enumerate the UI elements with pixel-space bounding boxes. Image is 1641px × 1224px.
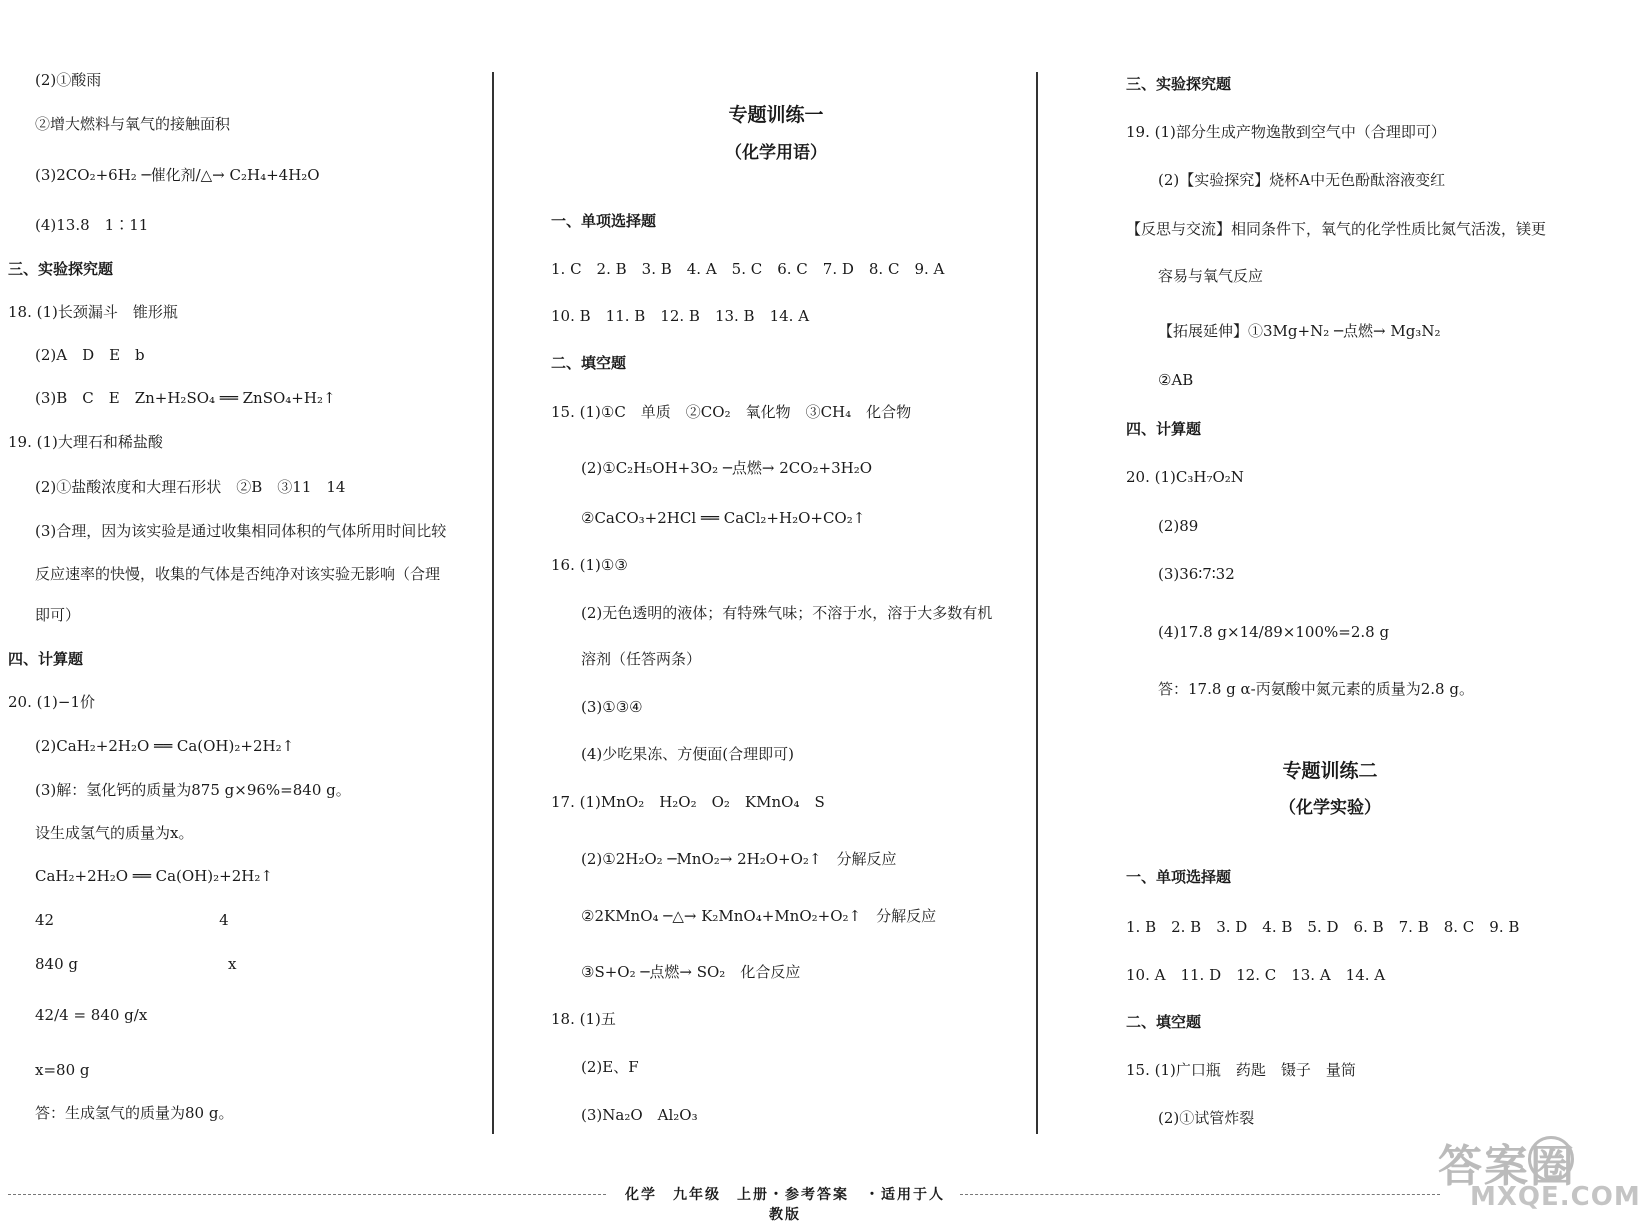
text-line: 设生成氢气的质量为x。 (35, 824, 194, 842)
text-line: (2)①试管炸裂 (1158, 1109, 1255, 1127)
text-line: 容易与氧气反应 (1158, 267, 1264, 285)
section-heading: 三、实验探究题 (1126, 75, 1232, 93)
middle-column (496, 0, 1056, 1150)
question-line: 19. (1)大理石和稀盐酸 (8, 433, 163, 451)
left-column (0, 0, 490, 1150)
text-line: 【反思与交流】相同条件下，氧气的化学性质比氮气活泼，镁更 (1126, 220, 1547, 238)
question-line: 20. (1)−1价 (8, 693, 95, 711)
text-line: (3)Na₂O Al₂O₃ (581, 1106, 698, 1124)
question-line: 20. (1)C₃H₇O₂N (1126, 468, 1244, 486)
formula-line: ②CaCO₃+2HCl ══ CaCl₂+H₂O+CO₂↑ (581, 509, 866, 527)
section-title: 专题训练二 (1282, 760, 1378, 782)
section-heading: 一、单项选择题 (1126, 868, 1232, 886)
text-line: 答：17.8 g α-丙氨酸中氮元素的质量为2.8 g。 (1158, 680, 1474, 698)
answer-row: 1. B 2. B 3. D 4. B 5. D 6. B 7. B 8. C 9. B (1126, 918, 1520, 936)
fraction-line: 42/4 = 840 g/x (35, 1006, 148, 1024)
formula-line: 【拓展延伸】①3Mg+N₂ ─点燃→ Mg₃N₂ (1158, 322, 1441, 340)
text-line: (2)①盐酸浓度和大理石形状 ②B ③11 14 (35, 478, 346, 496)
formula-line: ②2KMnO₄ ─△→ K₂MnO₄+MnO₂+O₂↑ 分解反应 (581, 907, 937, 925)
footer-rule (8, 1194, 606, 1195)
question-line: 18. (1)长颈漏斗 锥形瓶 (8, 303, 178, 321)
text-line: (2)89 (1158, 517, 1199, 535)
answer-row: 10. A 11. D 12. C 13. A 14. A (1126, 966, 1386, 984)
section-heading: 三、实验探究题 (8, 260, 114, 278)
formula-line: (3)B C E Zn+H₂SO₄ ══ ZnSO₄+H₂↑ (35, 389, 336, 407)
column-divider (492, 72, 494, 1134)
column-divider (1036, 72, 1038, 1134)
section-heading: 二、填空题 (1126, 1013, 1202, 1031)
formula-line: ③S+O₂ ─点燃→ SO₂ 化合反应 (581, 963, 801, 981)
text-line: ②AB (1158, 371, 1194, 389)
text-line: (4)少吃果冻、方便面(合理即可) (581, 745, 794, 763)
answer-row: 1. C 2. B 3. B 4. A 5. C 6. C 7. D 8. C 9. A (551, 260, 945, 278)
section-subtitle: （化学用语） (725, 143, 827, 163)
footer-rule (960, 1194, 1440, 1195)
answer-row: 10. B 11. B 12. B 13. B 14. A (551, 307, 810, 325)
formula-line: (3)2CO₂+6H₂ ─催化剂/△→ C₂H₄+4H₂O (35, 166, 320, 184)
text-line: (3)解：氢化钙的质量为875 g×96%=840 g。 (35, 781, 351, 799)
formula-line: (4)17.8 g×14/89×100%=2.8 g (1158, 623, 1390, 641)
section-subtitle: （化学实验） (1279, 798, 1381, 818)
question-line: 17. (1)MnO₂ H₂O₂ O₂ KMnO₄ S (551, 793, 825, 811)
formula-line: (2)CaH₂+2H₂O ══ Ca(OH)₂+2H₂↑ (35, 737, 295, 755)
question-line: 19. (1)部分生成产物逸散到空气中（合理即可） (1126, 123, 1446, 141)
right-column (1060, 0, 1600, 1150)
text-line: (2)无色透明的液体；有特殊气味；不溶于水，溶于大多数有机 (581, 604, 993, 622)
section-heading: 四、计算题 (8, 650, 84, 668)
section-heading: 四、计算题 (1126, 420, 1202, 438)
text-line: 溶剂（任答两条） (581, 650, 702, 668)
question-line: 18. (1)五 (551, 1010, 616, 1028)
text-line: (2)E、F (581, 1058, 639, 1076)
formula-line: (2)①C₂H₅OH+3O₂ ─点燃→ 2CO₂+3H₂O (581, 459, 873, 477)
section-title: 专题训练一 (728, 104, 824, 126)
footer-text: 化学 九年级 上册・参考答案 ・适用于人教版 (625, 1187, 945, 1223)
question-line: 16. (1)①③ (551, 556, 628, 574)
formula-line: (2)①2H₂O₂ ─MnO₂→ 2H₂O+O₂↑ 分解反应 (581, 850, 897, 868)
text-line: 答：生成氢气的质量为80 g。 (35, 1104, 234, 1122)
section-heading: 二、填空题 (551, 354, 627, 372)
section-heading: 一、单项选择题 (551, 212, 657, 230)
text-line: 840 g x (35, 955, 237, 973)
watermark-text: 答案圈 (1438, 1141, 1576, 1192)
text-line: (3)36∶7∶32 (1158, 565, 1235, 583)
question-line: 15. (1)广口瓶 药匙 镊子 量筒 (1126, 1061, 1356, 1079)
text-line: 反应速率的快慢，收集的气体是否纯净对该实验无影响（合理 (35, 565, 441, 583)
formula-line: CaH₂+2H₂O ══ Ca(OH)₂+2H₂↑ (35, 867, 273, 885)
text-line: ②增大燃料与氧气的接触面积 (35, 115, 231, 133)
page-footer (0, 1184, 1600, 1223)
text-line: (2)①酸雨 (35, 71, 102, 89)
watermark-url: MXQE.COM (1470, 1182, 1641, 1212)
text-line: (3)合理，因为该实验是通过收集相同体积的气体所用时间比较 (35, 522, 447, 540)
text-line: (2)【实验探究】烧杯A中无色酚酞溶液变红 (1158, 171, 1446, 189)
text-line: (3)①③④ (581, 698, 643, 716)
text-line: (4)13.8 1∶11 (35, 216, 149, 234)
text-line: 42 4 (35, 911, 229, 929)
text-line: x=80 g (35, 1061, 90, 1079)
text-line: (2)A D E b (35, 346, 145, 364)
question-line: 15. (1)①C 单质 ②CO₂ 氧化物 ③CH₄ 化合物 (551, 403, 912, 421)
watermark-seal-icon (1528, 1136, 1574, 1182)
text-line: 即可） (35, 606, 81, 624)
